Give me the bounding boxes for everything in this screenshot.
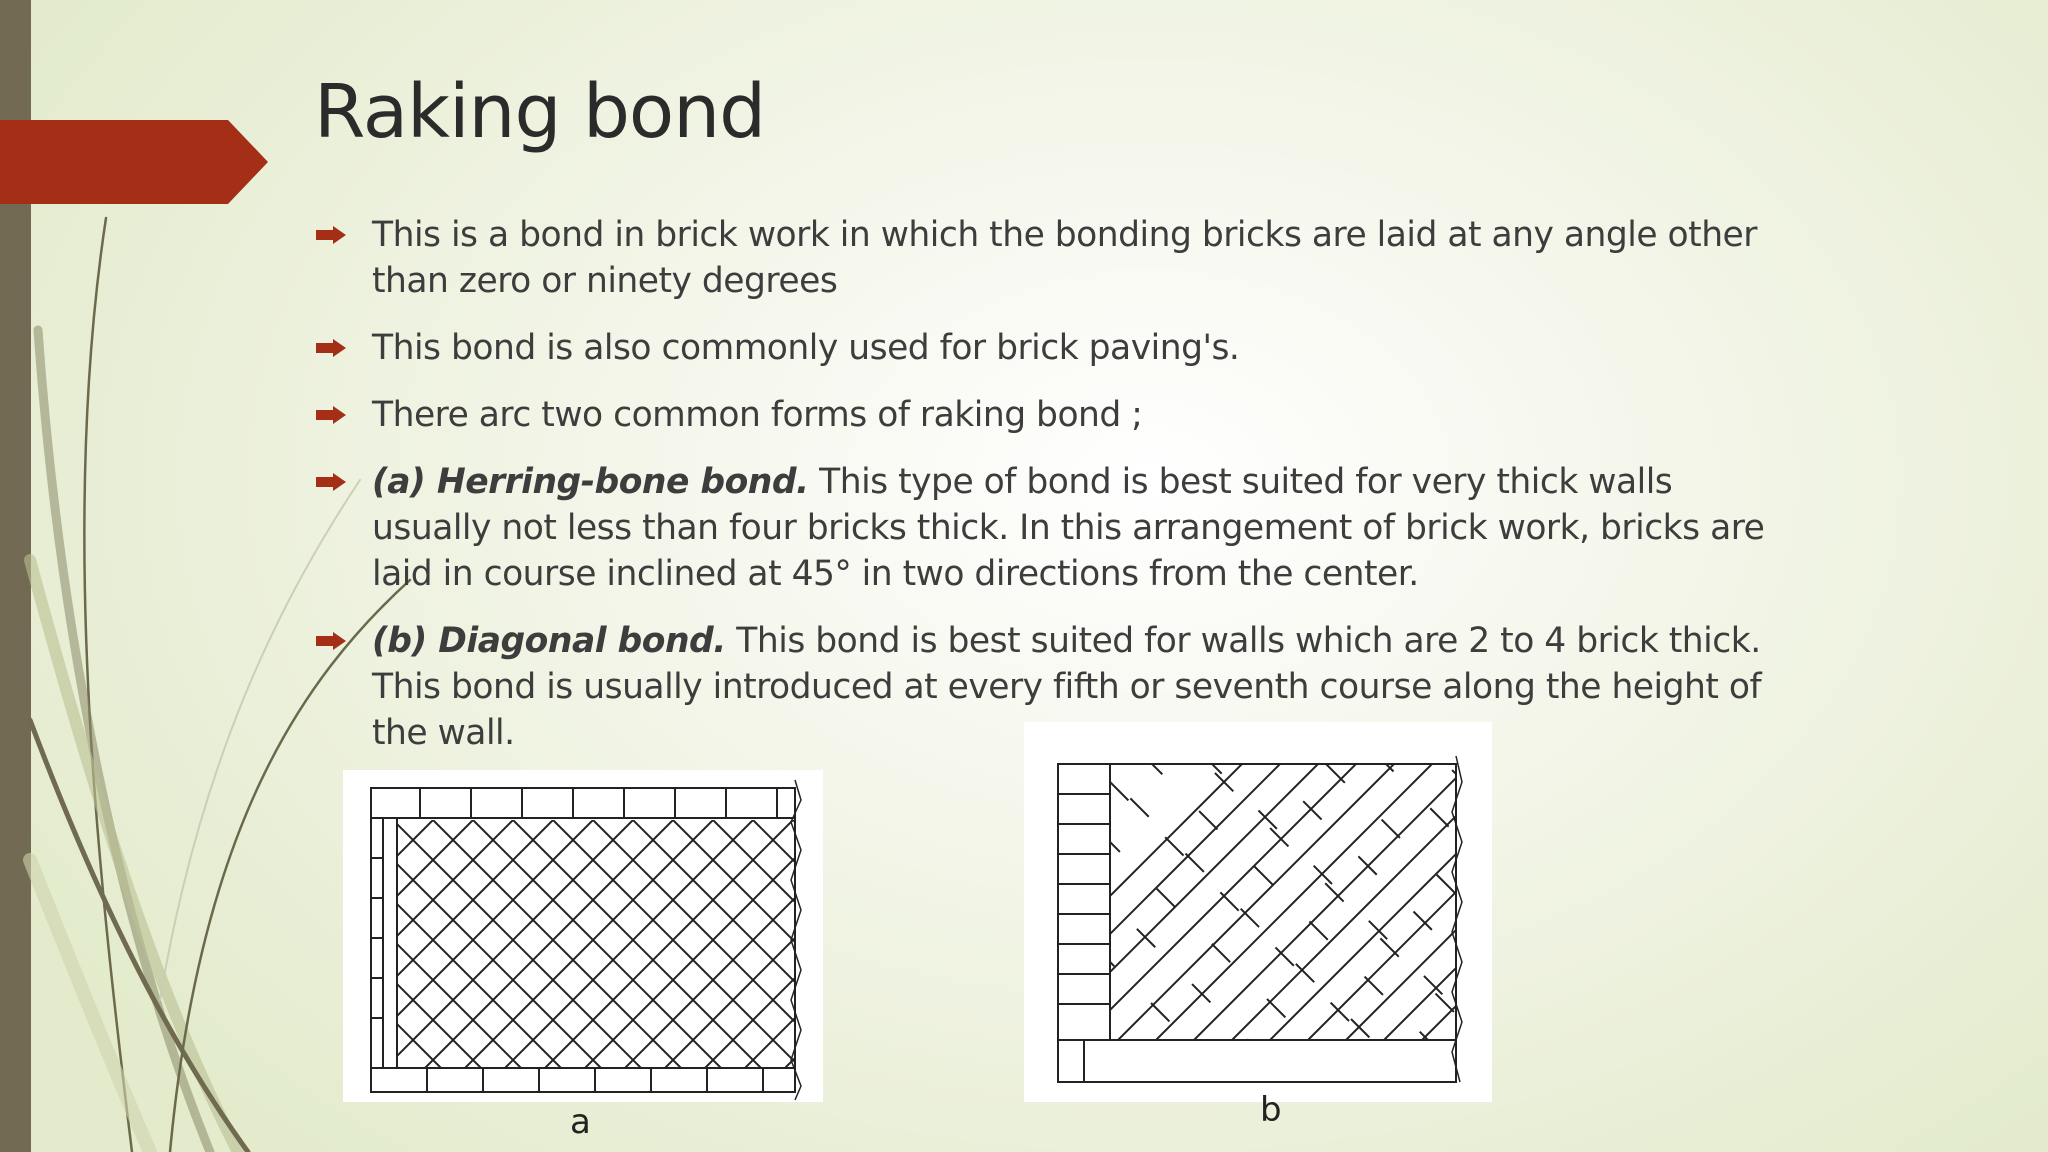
bullet-text: This bond is also commonly used for brick paving's. <box>372 328 1240 368</box>
diagonal-bond-figure <box>1024 722 1492 1102</box>
bullet-item <box>316 212 1796 304</box>
bullet-text: There arc two common forms of raking bond ; <box>372 395 1143 435</box>
herringbone-bond-drawing <box>343 770 823 1102</box>
left-accent-bar <box>0 0 31 1152</box>
slide-title: Raking bond <box>314 69 766 155</box>
bullet-item <box>316 392 1796 438</box>
herringbone-bond-figure <box>343 770 823 1102</box>
title-flag <box>0 120 268 204</box>
bullet-item <box>316 459 1796 597</box>
arrow-bullet-icon <box>316 226 346 244</box>
arrow-bullet-icon <box>316 406 346 424</box>
bullet-text: This bond is best suited for walls which are 2 to 4 brick thick. This bond is usually introduced at every fifth or seventh course along the height of the wall. <box>372 621 1762 753</box>
figure-a-caption: a <box>570 1102 591 1142</box>
bullet-item <box>316 325 1796 371</box>
bullet-lead: (a) Herring-bone bond. <box>372 462 809 502</box>
diagonal-bond-drawing <box>1024 722 1492 1102</box>
bullet-text: This is a bond in brick work in which the bonding bricks are laid at any angle other than zero or ninety degrees <box>372 215 1757 301</box>
figure-b-caption: b <box>1260 1090 1282 1130</box>
bullet-lead: (b) Diagonal bond. <box>372 621 726 661</box>
arrow-bullet-icon <box>316 632 346 650</box>
bullet-list <box>316 212 1796 777</box>
arrow-bullet-icon <box>316 339 346 357</box>
arrow-bullet-icon <box>316 473 346 491</box>
bullet-text: This type of bond is best suited for very thick walls usually not less than four bricks thick. In this arrangement of brick work, bricks are laid in course inclined at 45° in two directions from the center. <box>372 462 1765 594</box>
